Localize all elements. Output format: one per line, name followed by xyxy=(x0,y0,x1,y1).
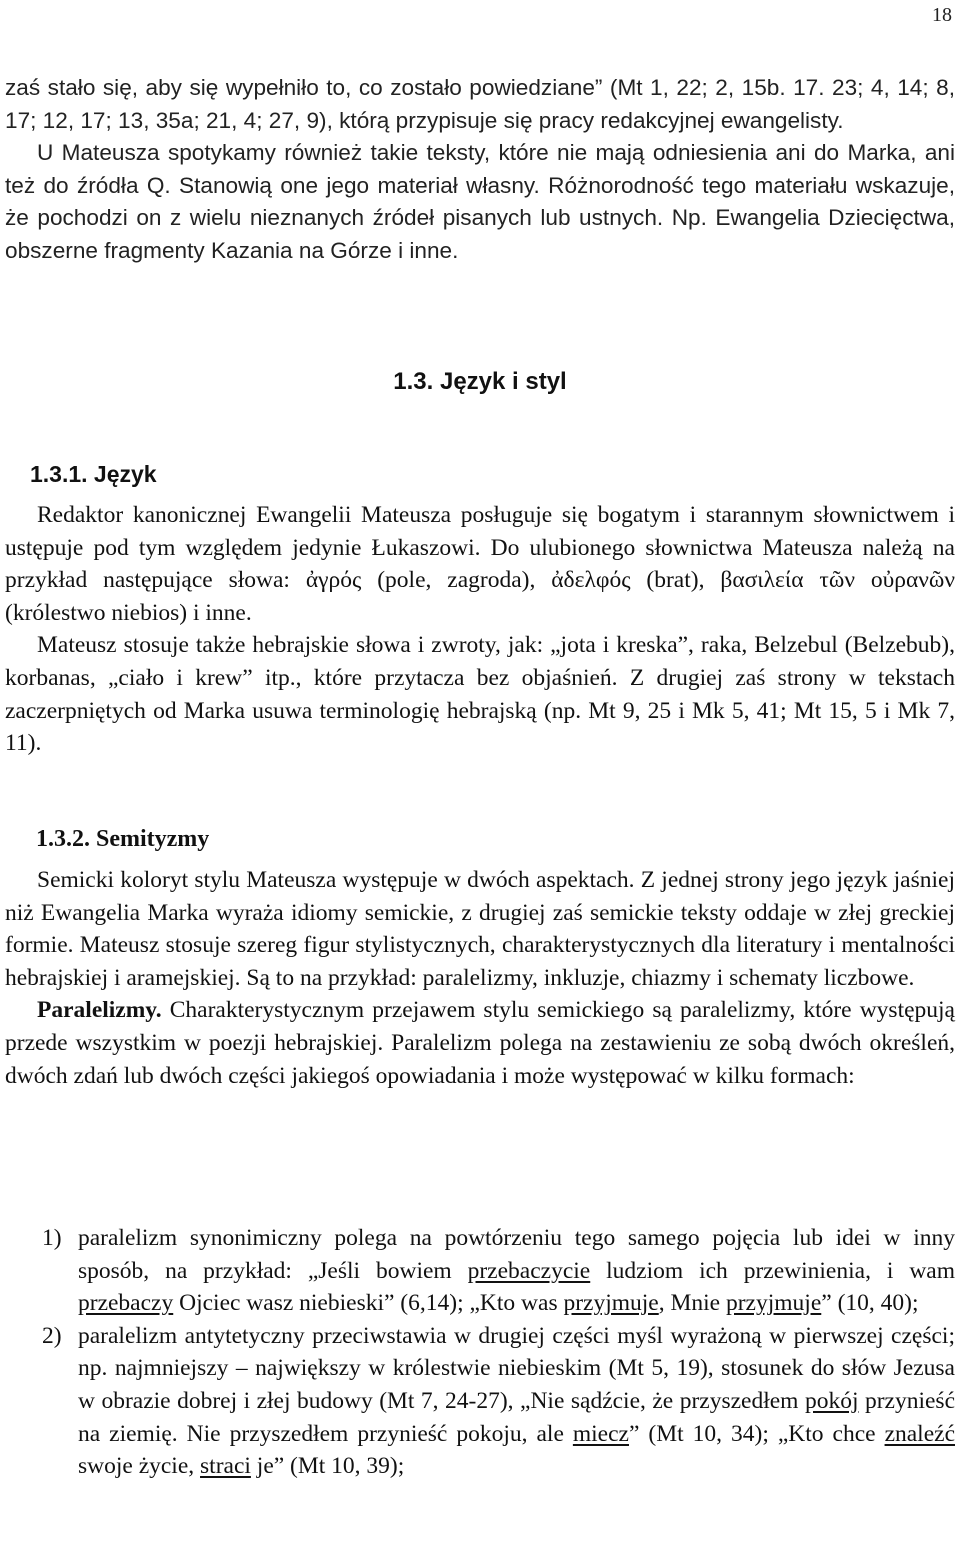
underlined-word: przebaczy xyxy=(78,1290,174,1317)
underlined-word: przyjmuje xyxy=(725,1290,822,1317)
text-run: Ojciec wasz niebieski” (6,14); „Kto was xyxy=(173,1290,564,1317)
list-item xyxy=(5,1222,955,1320)
text-run: , Mnie xyxy=(658,1290,726,1317)
text-run: ludziom ich przewinienia, i wam xyxy=(590,1257,955,1284)
underlined-word: pokój xyxy=(804,1387,859,1414)
semitisms-paragraph-1: Semicki koloryt stylu Mateusza występuje w dwóch aspektach. Z jednej strony jego język jaśniej niż Ewangelia Marka wyraża idiomy semickie, z drugiej zaś semickie teksty oddaje w złej greckiej formie. Mateusz stosuje szereg figur stylistycznych, charakterystycznych dla literatury i mentalności hebrajskiej i aramejskiej. Są to na przykład: paralelizmy, inkluzje, chiazmy i schematy liczbowe. xyxy=(5,867,955,991)
parallelisms-text: Charakterystycznym przejawem stylu semickiego są paralelizmy, które występują przede wszystkim w poezji hebrajskiej. Paralelizm polega na zestawieniu ze sobą dwóch określeń, dwóch zdań lub dwóch części jakiegoś opowiadania i może występować w kilku formach: xyxy=(5,997,955,1089)
list-item-text xyxy=(78,1222,955,1320)
language-text xyxy=(5,499,955,760)
underlined-word: przebaczycie xyxy=(467,1257,591,1284)
section-title: 1.3. Język i styl xyxy=(393,368,567,395)
intro-paragraph-1: zaś stało się, aby się wypełniło to, co zostało powiedziane” (Mt 1, 22; 2, 15b. 17. 23; 4, 14; 8, 17; 12, 17; 13, 35a; 21, 4; 27, 9), którą przypisuje się pracy redakcyjnej ewangelisty. xyxy=(5,75,955,133)
list-item-number: 1) xyxy=(42,1225,62,1251)
underlined-word: przyjmuje xyxy=(563,1290,659,1317)
language-paragraph-2: Mateusz stosuje także hebrajskie słowa i zwroty, jak: „jota i kreska”, raka, Belzebul (Belzebub), korbanas, „ciało i krew” itp., które przytacza bez objaśnień. Z drugiej zaś strony w tekstach zaczerpniętych od Marka usuwa terminologię hebrajską (np. Mt 9, 25 i Mk 5, 41; Mt 15, 5 i Mk 7, 11). xyxy=(5,632,955,757)
parallelism-list xyxy=(5,1222,955,1483)
subsection-title-semitisms: 1.3.2. Semityzmy xyxy=(36,826,210,852)
page-number: 18 xyxy=(932,4,952,26)
subsection-title-language: 1.3.1. Język xyxy=(30,461,157,487)
text-run: ” (Mt 10, 34); „Kto chce xyxy=(628,1420,885,1447)
underlined-word: znaleźć xyxy=(884,1420,955,1447)
text-run: przynieść na ziemię. Nie przyszedłem przynieść pokoju, ale xyxy=(78,1387,956,1447)
language-paragraph-1: Redaktor kanonicznej Ewangelii Mateusza posługuje się bogatym i starannym słownictwem i ustępuje pod tym względem jedynie Łukaszowi. Do ulubionego słownictwa Mateusza należą na przykład następujące słowa: ἀγρός (pole, zagroda), ἀδελφός (brat), βασιλεία τῶν οὐρανῶν (królestwo niebios) i inne. xyxy=(5,502,955,626)
list-item-text xyxy=(78,1320,955,1483)
semitisms-paragraph-2 xyxy=(5,994,955,1092)
intro-paragraph-2: U Mateusza spotykamy również takie teksty, które nie mają odniesienia ani do Marka, ani też do źródła Q. Stanowią one jego materiał własny. Różnorodność tego materiału wskazuje, że pochodzi on z wielu nieznanych źródeł pisanych lub ustnych. Np. Ewangelia Dziecięctwa, obszerne fragmenty Kazania na Górze i inne. xyxy=(5,140,955,263)
text-run: paralelizm antytetyczny przeciwstawia w drugiej części myśl wyrażoną w pierwszej części; np. najmniejszy – największy w królestwie niebieskim (Mt 5, 19), stosunek do słów Jezusa w obrazie dobrej i złej budowy (Mt 7, 24-27), „Nie sądźcie, że przyszedłem xyxy=(78,1322,955,1414)
list-item-number: 2) xyxy=(42,1322,62,1349)
semitisms-text xyxy=(5,864,955,1092)
text-run: je” (Mt 10, 39); xyxy=(250,1453,405,1480)
underlined-word: miecz xyxy=(572,1420,629,1447)
text-run: swoje życie, xyxy=(78,1453,201,1480)
text-run: ” (10, 40); xyxy=(821,1290,919,1317)
text-run: paralelizm synonimiczny polega na powtórzeniu tego samego pojęcia lub idei w inny sposób, na przykład: „Jeśli bowiem xyxy=(78,1225,955,1284)
underlined-word: straci xyxy=(200,1453,251,1480)
intro-text xyxy=(5,72,955,267)
parallelisms-lead: Paralelizmy. xyxy=(37,997,162,1024)
list-item xyxy=(5,1320,955,1483)
